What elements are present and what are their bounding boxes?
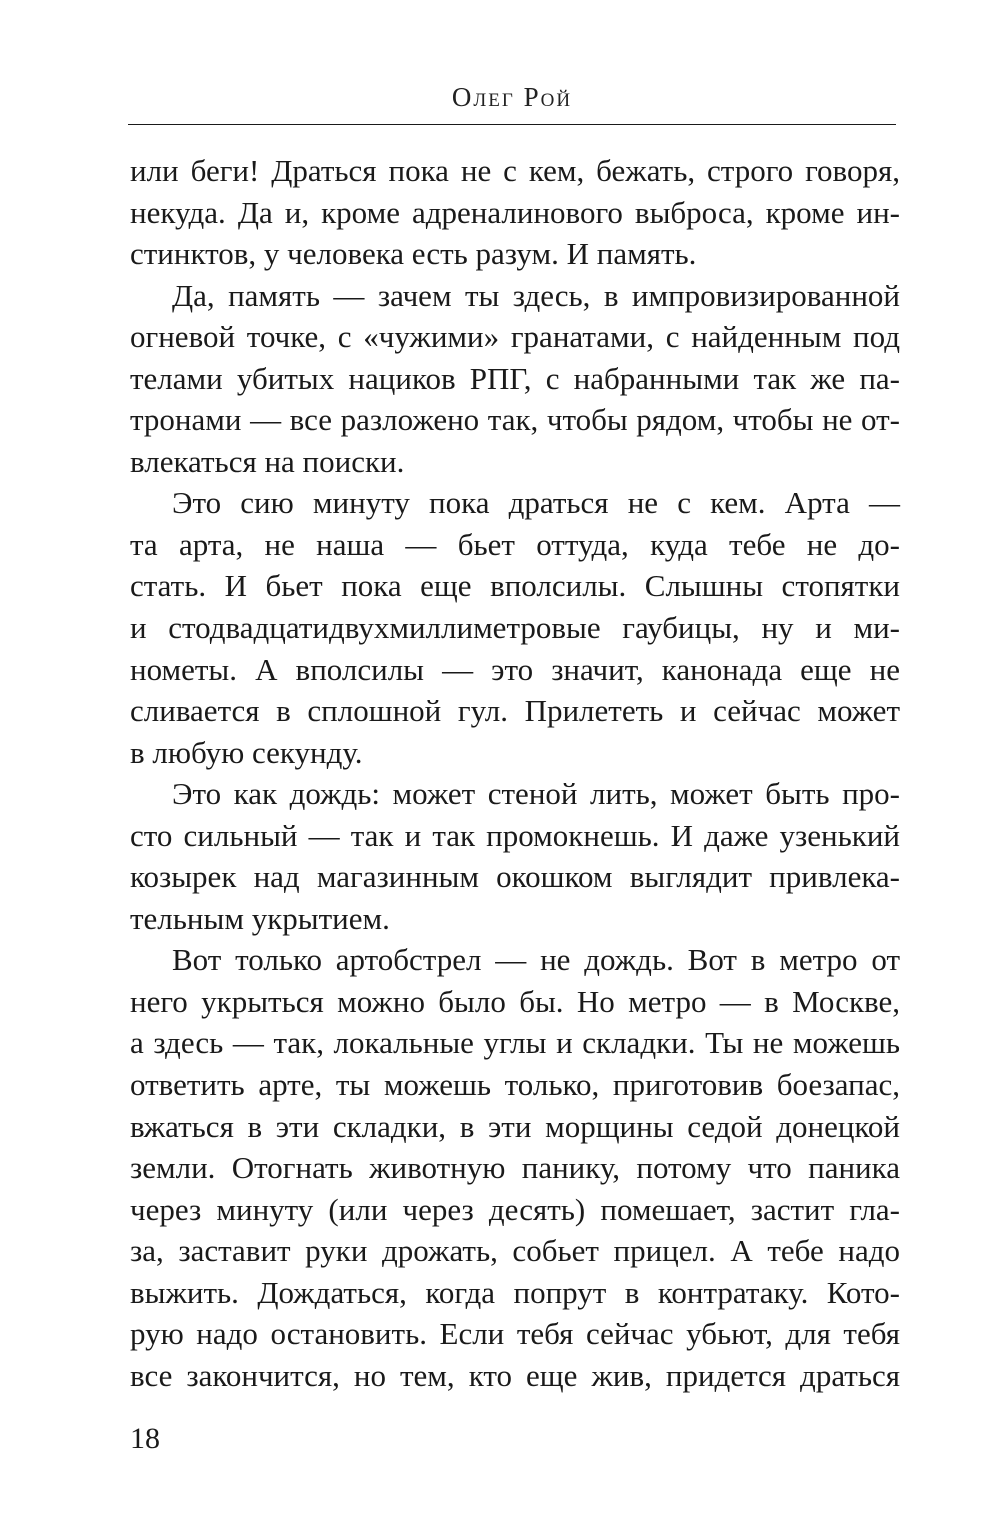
header-rule [128, 124, 896, 125]
text-line: стинктов, у человека есть разум. И память. [130, 236, 697, 272]
text-line: или беги! Драться пока не с кем, бежать, строго говоря, [130, 153, 900, 188]
text-line: рую надо остановить. Если тебя сейчас убьют, для тебя [130, 1316, 900, 1352]
text-line: влекаться на поиски. [130, 443, 405, 479]
text-line: Это сию минуту пока драться не с кем. Арта — [172, 485, 900, 521]
text-line: тронами — все разложено так, чтобы рядом, чтобы не от- [130, 402, 900, 438]
text-line: та арта, не наша — бьет оттуда, куда тебе не до- [130, 526, 900, 562]
text-line: тельным укрытием. [130, 900, 390, 936]
text-line: телами убитых нациков РПГ, с набранными так же па- [130, 360, 900, 396]
text-line: сливается в сплошной гул. Прилететь и сейчас может [130, 693, 900, 729]
page-number: 18 [130, 1422, 160, 1455]
text-line: все закончится, но тем, кто еще жив, придется драться [130, 1357, 900, 1393]
text-line: нометы. А вполсилы — это значит, канонада еще не [130, 651, 900, 687]
text-line: выжить. Дождаться, когда попрут в контратаку. Кото- [130, 1274, 900, 1310]
text-line: Вот только артобстрел — не дождь. Вот в метро от [172, 942, 900, 978]
text-line: а здесь — так, локальные углы и складки. Ты не можешь [130, 1025, 900, 1061]
text-line: земли. Отогнать животную панику, потому что паника [130, 1150, 900, 1186]
running-head-author: Олег Рой [451, 82, 573, 112]
text-line: козырек над магазинным окошком выглядит привлека- [130, 859, 900, 895]
text-line: ответить арте, ты можешь только, приготовив боезапас, [130, 1067, 900, 1103]
text-line: вжаться в эти складки, в эти морщины седой донецкой [130, 1108, 900, 1144]
text-line: в любую секунду. [130, 734, 363, 770]
text-line: огневой точке, с «чужими» гранатами, с найденным под [130, 319, 900, 355]
body-text [130, 150, 900, 1396]
text-line: сто сильный — так и так промокнешь. И даже узенький [130, 817, 900, 853]
paragraph [130, 275, 900, 483]
text-line: и стодвадцатидвухмиллиметровые гаубицы, ну и ми- [130, 610, 900, 646]
paragraph [130, 939, 900, 1396]
text-line: за, заставит руки дрожать, собьет прицел. А тебе надо [130, 1233, 900, 1269]
text-line: через минуту (или через десять) помешает, застит гла- [130, 1191, 900, 1227]
text-line: него укрыться можно было бы. Но метро — в Москве, [130, 983, 900, 1019]
text-line: некуда. Да и, кроме адреналинового выброса, кроме ин- [130, 194, 900, 230]
text-line: Да, память — зачем ты здесь, в импровизированной [172, 277, 900, 313]
paragraph [130, 482, 900, 773]
text-line: Это как дождь: может стеной лить, может быть про- [172, 776, 900, 812]
text-line: стать. И бьет пока еще вполсилы. Слышны стопятки [130, 568, 900, 604]
paragraph [130, 773, 900, 939]
paragraph [130, 150, 900, 275]
